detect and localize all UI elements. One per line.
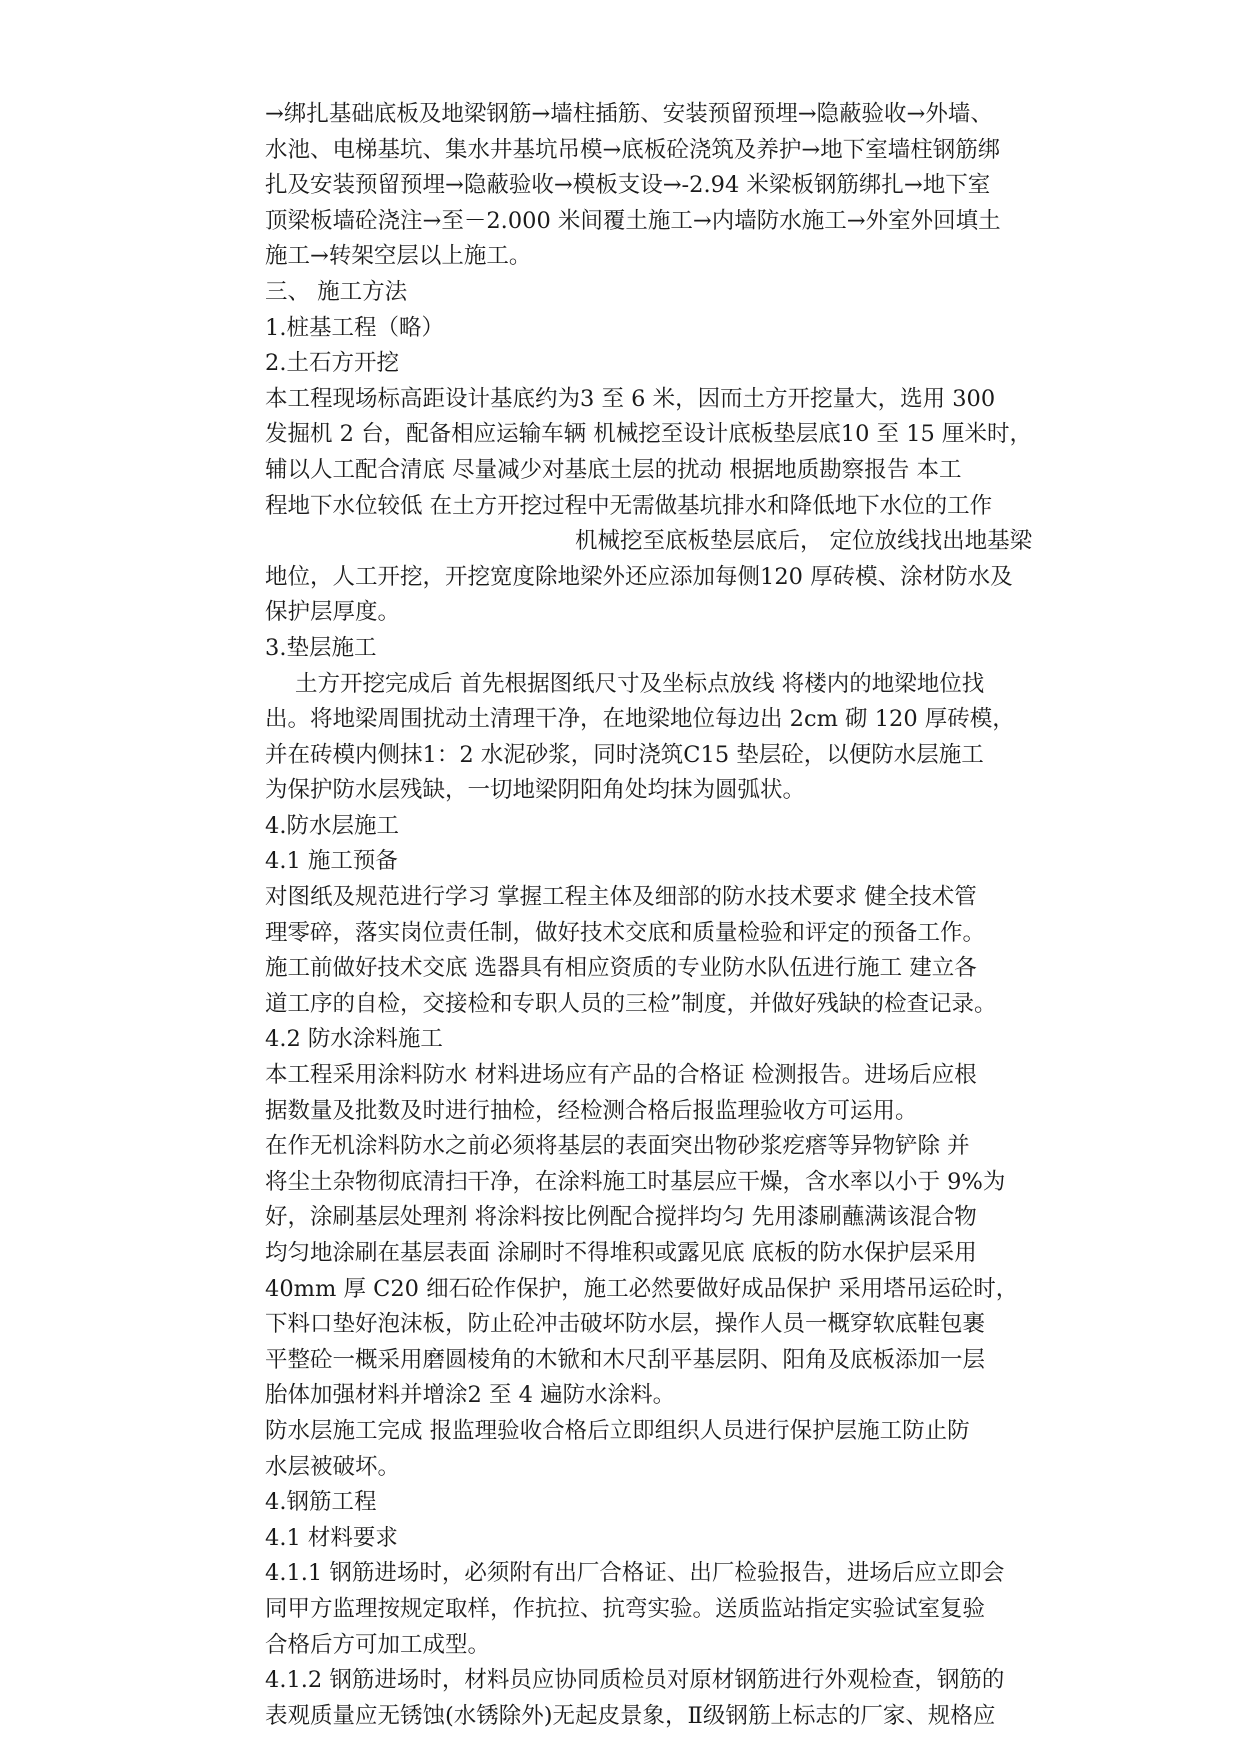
text-line: 好，涂刷基层处理剂 将涂料按比例配合搅拌均匀 先用漆刷蘸满该混合物 (265, 1204, 977, 1231)
text-line: 保护层厚度。 (265, 599, 401, 626)
subsection-heading: 2.土石方开挖 (265, 350, 399, 377)
text-line: 土方开挖完成后 首先根据图纸尺寸及坐标点放线 将楼内的地梁地位找 (295, 670, 985, 697)
text-line: 40mm 厚 C20 细石砼作保护，施工必然要做好成品保护 采用塔吊运砼时， (265, 1275, 1019, 1302)
text-line: 合格后方可加工成型。 (265, 1631, 491, 1658)
subsection-heading: 4.钢筋工程 (265, 1489, 377, 1516)
text-line: 胎体加强材料并增涂2 至 4 遍防水涂料。 (265, 1382, 676, 1409)
text-line: →绑扎基础底板及地梁钢筋→墙柱插筋、安装预留预埋→隐蔽验收→外墙、 (265, 101, 993, 127)
text-line: 本工程现场标高距设计基底约为3 至 6 米，因而土方开挖量大，选用 300 (265, 385, 996, 412)
text-line: 均匀地涂刷在基层表面 涂刷时不得堆积或露见底 底板的防水保护层采用 (265, 1240, 977, 1266)
text-line: 机械挖至底板垫层底后， 定位放线找出地基梁 (575, 528, 1033, 555)
text-line: 出。将地梁周围扰动土清理干净，在地梁地位每边出 2cm 砌 120 厚砖模， (265, 706, 1015, 733)
text-line: 水层被破坏。 (265, 1453, 401, 1480)
text-line: 地位，人工开挖，开挖宽度除地梁外还应添加每侧120 厚砖模、涂材防水及 (265, 563, 1013, 590)
text-line: 施工→转架空层以上施工。 (265, 243, 532, 270)
text-line: 对图纸及规范进行学习 掌握工程主体及细部的防水技术要求 健全技术管 (265, 884, 977, 911)
text-line: 理零碎，落实岗位责任制，做好技术交底和质量检验和评定的预备工作。 (265, 919, 986, 946)
text-line: 4.1.2 钢筋进场时，材料员应协同质检员对原材钢筋进行外观检查，钢筋的 (265, 1667, 1005, 1694)
text-line: 程地下水位较低 在土方开挖过程中无需做基坑排水和降低地下水位的工作 (265, 492, 993, 519)
text-line: 将尘土杂物彻底清扫干净，在涂料施工时基层应干燥，含水率以小于 9%为 (265, 1168, 1006, 1195)
text-line: 顶梁板墙砼浇注→至－2.000 米间覆土施工→内墙防水施工→外室外回填土 (265, 207, 1001, 234)
subsection-heading: 4.2 防水涂料施工 (265, 1026, 443, 1053)
subsection-heading: 4.1 施工预备 (265, 848, 398, 875)
subsection-heading: 4.防水层施工 (265, 812, 399, 839)
text-line: 发掘机 2 台，配备相应运输车辆 机械挖至设计底板垫层底10 至 15 厘米时， (265, 421, 1032, 448)
text-line: 水池、电梯基坑、集水井基坑吊模→底板砼浇筑及养护→地下室墙柱钢筋绑 (265, 136, 1001, 163)
text-line: 辅以人工配合清底 尽量减少对基底土层的扰动 根据地质勘察报告 本工 (265, 456, 962, 483)
text-line: 4.1.1 钢筋进场时，必须附有出厂合格证、出厂检验报告，进场后应立即会 (265, 1560, 1005, 1587)
text-line: 平整砼一概采用磨圆棱角的木锨和木尺刮平基层阴、阳角及底板添加一层 (265, 1346, 986, 1373)
subsection-heading: 3.垫层施工 (265, 634, 377, 661)
text-line: 扎及安装预留预埋→隐蔽验收→模板支设→-2.94 米梁板钢筋绑扎→地下室 (265, 172, 991, 199)
text-line: 防水层施工完成 报监理验收合格后立即组织人员进行保护层施工防止防 (265, 1417, 970, 1444)
text-line: 据数量及批数及时进行抽检，经检测合格后报监理验收方可运用。 (265, 1097, 918, 1124)
document-body (265, 97, 1065, 1734)
text-line: 在作无机涂料防水之前必须将基层的表面突出物砂浆疙瘩等异物铲除 并 (265, 1133, 970, 1160)
section-heading: 三、 施工方法 (265, 278, 408, 305)
subsection-heading: 4.1 材料要求 (265, 1524, 398, 1551)
text-line: 同甲方监理按规定取样，作抗拉、抗弯实验。送质监站指定实验试室复验 (265, 1595, 986, 1622)
text-line: 并在砖模内侧抹1：2 水泥砂浆，同时浇筑C15 垫层砼，以便防水层施工 (265, 741, 984, 768)
text-line: 施工前做好技术交底 选器具有相应资质的专业防水队伍进行施工 建立各 (265, 955, 977, 982)
text-line: 道工序的自检，交接检和专职人员的三检”制度，并做好残缺的检查记录。 (265, 990, 997, 1017)
text-line: 为保护防水层残缺，一切地梁阴阳角处均抹为圆弧状。 (265, 777, 806, 804)
subsection-heading: 1.桩基工程（略） (265, 314, 444, 341)
text-line: 下料口垫好泡沫板，防止砼冲击破坏防水层，操作人员一概穿软底鞋包裹 (265, 1311, 986, 1338)
text-line: 表观质量应无锈蚀(水锈除外)无起皮景象，Ⅱ级钢筋上标志的厂家、规格应 (265, 1702, 996, 1729)
text-line: 本工程采用涂料防水 材料进场应有产品的合格证 检测报告。进场后应根 (265, 1062, 977, 1089)
